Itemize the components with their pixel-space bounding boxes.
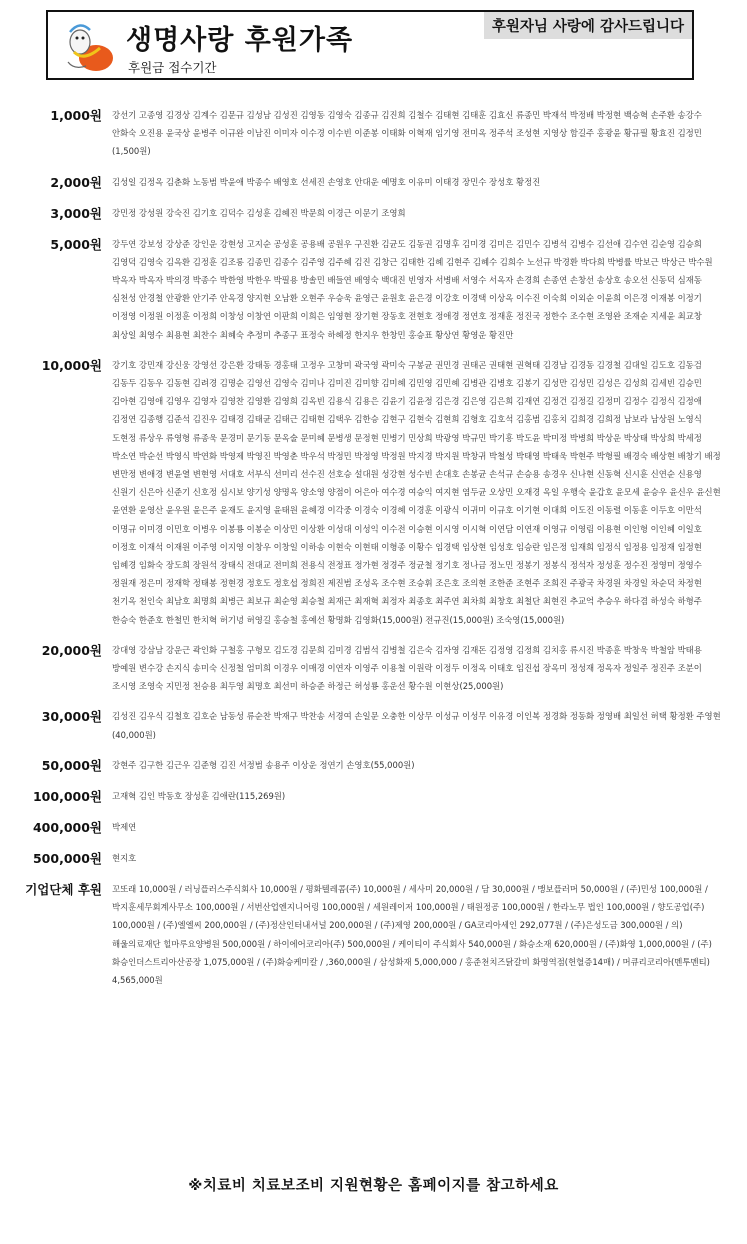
donor-names: 강선기 고종영 김경상 김계수 김문규 김성남 김성진 김영동 김영숙 김종규 김진희 김철수 김태현 김태훈 김효신 류종민 박재석 박정배 박정현 백승혁 손주환 송강수 안화숙 오진용 윤국상 윤병주 이규완 이남진 이미자 이수경 이수빈 이준봉 이태화 이혁재 임기영 전미옥 정주석 조성현 지영상 함길주 홍광윤 황규필 황효진 김정민(1,500원) [112,110,702,157]
donation-row [10,880,740,989]
page-subtitle: 후원금 접수기간 [128,60,217,75]
donation-amount: 3,000원 [50,205,102,221]
donor-names: 강현주 김구한 김근우 김준형 김진 서정범 송용주 이상운 정연기 손영호(55,000원) [112,759,415,770]
donor-names: 강두연 강보성 강상준 강인운 강현성 고지순 공성훈 공용배 공원우 구진환 김균도 김동권 김명후 김미경 김미은 김민수 김병석 김병수 김선애 김수연 김순영 김승희 김영덕 김영숙 김옥환 김정훈 김조롱 김종민 김종수 김주영 김주혜 김진 김창근 김태한 김혜 김현주 김혜수 김희수 노선규 박경환 박다희 박병률 박보근 박상근 박수원 박옥자 박옥자 박의경 박종수 박한영 박한우 박필용 방솔민 배들연 배영숙 백대진 빈영자 서병배 서영수 서옥자 손경희 손종연 손창선 송상호 송오선 신동덕 심재동 심천성 안경철 안광환 안기주 안옥경 양지현 오남환 오현주 우승욱 윤영근 윤원호 윤은경 이강호 이경택 이상옥 이수진 이숙희 이외순 이윤희 이은경 이재봉 이정기 이정영 이정원 이정훈 이정희 이창성 이창연 이판희 이희은 임영현 장기현 장동호 전현호 정애경 정연호 정재훈 정진국 정한수 조수현 조영완 조재순 지세윤 최교창 최상일 최영수 최용현 최찬수 최혜숙 추정미 추종구 표정숙 하혜정 한지우 한창민 홍승표 황상연 황영운 황진만 [112,238,713,340]
donation-row [10,204,740,223]
donation-amount: 2,000원 [50,174,102,190]
donation-row [10,756,740,775]
donor-names: 현지호 [112,852,137,863]
donation-row [10,106,740,161]
page-title: 생명사랑 후원가족 [126,25,354,56]
donor-names: 꼬또래 10,000원 / 러닝플러스주식회사 10,000원 / 평화텔레콤(주) 10,000원 / 세사미 20,000원 / 담 30,000원 / 맹보플러머 50,000원 / (주)민성 100,000원 / 박지훈세무회계사무소 100,000원 / 서번산업엔지니어링 100,000원 / 세원레이저 100,000원 / 태원정공 100,000원 / 한라노무 법인 100,000원 / 향도공업(주) 100,000원 / (주)엘엘씨 200,000원 / (주)정산인터내셔널 200,000원 / (주)제영 200,000원 / GA코리아세인 292,077원 / (주)은성도금 300,000원 / 의)해울의료재단 힐마루요양병원 500,000원 / 하이에어코리아(주) 500,000원 / 케이티이 주식회사 540,000원 / 화승소재 620,000원 / (주)화영 1,000,000원 / (주)화승인더스트리아산공장 1,075,000원 / (주)화승케미칼 / ,360,000원 / 삼성화재 5,000,000 / 홍준천치즈닭갈비 화명역점(헌혈증14매) / 머큐리코리아(멘투멘티) 4,565,000원 [112,883,712,985]
donation-row [10,173,740,192]
mascot-logo-icon [60,18,120,74]
donation-amount: 100,000원 [32,788,102,804]
thanks-banner: 후원자님 사랑에 감사드립니다 [484,12,692,39]
donation-amount: 30,000원 [41,709,102,725]
donation-amount: 500,000원 [32,850,102,866]
donation-amount: 400,000원 [32,819,102,835]
donation-row [10,707,740,743]
donation-row [10,849,740,868]
donor-names: 김성일 김정옥 김춘화 노동범 박윤애 박종수 배영호 선세진 손영호 안대운 예명호 이유미 이태경 장민수 장성호 황정진 [112,176,541,187]
donor-names: 고재혁 김인 박동호 장성훈 김애란(115,269원) [112,790,286,801]
donation-row [10,641,740,696]
donation-row [10,235,740,344]
donor-names: 박제연 [112,821,137,832]
donation-amount: 20,000원 [41,642,102,658]
donation-amount: 10,000원 [41,357,102,373]
donation-amount: 50,000원 [41,757,102,773]
homepage-notice: ※치료비 치료보조비 지원현황은 홈페이지를 참고하세요 [188,1178,559,1194]
donor-names: 강기호 강민재 강신웅 강영선 강은환 강태동 경홍태 고정우 고창미 곽국영 곽미숙 구봉균 권민경 권태곤 권태현 권혁태 김경남 김경동 김경철 김대일 김도호 김동검 김동두 김동우 김동현 김려경 김명순 김영선 김영숙 김미나 김미진 김미향 김미혜 김민영 김민혜 김병관 김병호 김봉기 김성만 김성민 김성은 김성희 김세빈 김승민 김아현 김영애 김영우 김영자 김영찬 김영환 김영희 김옥빈 김용식 김용은 김윤기 김윤정 김은경 김은영 김은희 김재연 김정건 김정길 김정미 김정수 김정식 김정애 김정연 김종행 김준석 김진우 김태경 김태균 김태근 김태현 김택우 김한승 김현구 김현숙 김현희 김형호 김호석 김홍범 김홍치 김희경 김희정 남보라 남상원 노영식 도현정 류상우 류영형 류종욱 문경미 문기동 문옥술 문미혜 문병생 문정현 민병기 민상희 박광영 박규민 박기흥 박도윤 박미정 박병희 박상운 박상태 박상희 박세정 박소연 박순선 박영식 박연화 박영제 박영진 박영춘 박우석 박정민 박정영 박정원 박지경 박지원 박창귀 박철성 박태영 박태욱 박현주 박형필 배경숙 배상현 배창기 배정 변만정 변애경 변윤열 변현영 서대호 서부식 선미리 선수진 선호승 설대원 성강현 성수빈 손대호 손봉균 손석규 손승용 송경우 신나현 신동혁 신시훈 신연순 신용영 신원기 신은아 신준기 신호정 심시보 양기성 양명옥 양소영 양점이 어은아 여수경 여승익 여지현 염두균 오상민 오재경 옥일 우행숙 윤갑호 윤모세 윤승우 윤신우 윤신현 윤연환 윤영산 윤우원 윤은주 윤재도 윤지영 윤태원 윤혜경 이각중 이경숙 이경혜 이경훈 이광식 이귀미 이규호 이기현 이대희 이도진 이동렬 이동훈 이두호 이만석 이명규 이미경 이민호 이병우 이봉룡 이봉순 이상민 이상환 이성대 이성익 이수전 이승현 이시영 이시혁 이연담 이연재 이영규 이영림 이용현 이인형 이인혜 이일호 이정호 이재석 이재원 이주영 이지영 이창우 이창일 이하송 이현숙 이현태 이형종 이황수 임경택 임상현 임성호 임승란 임은정 임재희 임정식 임정용 임정재 임정현 임혜경 임화숙 장도희 장원석 장태식 전대교 전미희 전용식 전정표 정가현 정경주 정균철 정기호 정나금 정노민 정봉기 정봉식 정석자 정성훈 정수진 정영미 정영수 정원재 정은미 정재학 정태봉 정현경 정호도 정호섭 정희진 제진범 조성옥 조수현 조승휘 조은호 조의현 조한준 조현주 조희진 주광국 차경원 차경일 차순덕 차정현 천기옥 천인숙 최남호 최명희 최병근 최보규 최순영 최승철 최재근 최재혁 최정자 최종호 최주연 최차희 최창호 최철단 최현진 추교억 추승우 하다겸 하성숙 하형주 한승숙 한준호 한철민 한치혁 허기녕 허영길 홍승철 홍예선 황명화 김영화(15,000원) 전규진(15,000원) 조숙영(15,000원) [112,359,721,625]
donor-names: 강민정 강성원 강숙진 김기호 김덕수 김성훈 김혜진 박문희 이경근 이문기 조영희 [112,207,406,218]
donor-names: 김성진 김우식 김철호 김호순 남동성 류순찬 박재구 박찬송 서경여 손일문 오충한 이상무 이성규 이성무 이유경 이인복 정경화 정동화 정영배 최일선 허택 황정환 주영현(40,000원) [112,711,721,740]
donation-amount: 기업단체 후원 [25,881,102,897]
donation-list [10,106,740,989]
header-box [46,10,694,80]
donor-names: 강대영 강삼남 강운근 곽인화 구철홍 구형모 김도경 김문희 김미경 김범석 김병철 김은숙 김자영 김재돈 김정영 김정희 김치홍 류시진 박종훈 박창욱 박철암 박태용 방예원 변수강 손지식 송미숙 신정철 엄미희 이경우 이매경 이연자 이영주 이용철 이원락 이정두 이정옥 이태호 임진섭 장옥미 정성재 정옥자 정일주 정진주 조분이 조시영 조영숙 지민정 천승용 최두영 최명호 최선미 하승준 하정근 허성룡 홍운선 황수원 이현상(25,000원) [112,644,702,692]
donation-row [10,356,740,629]
donation-row [10,818,740,837]
donation-amount: 1,000원 [50,108,102,123]
donation-amount: 5,000원 [50,236,102,252]
donation-row [10,787,740,806]
